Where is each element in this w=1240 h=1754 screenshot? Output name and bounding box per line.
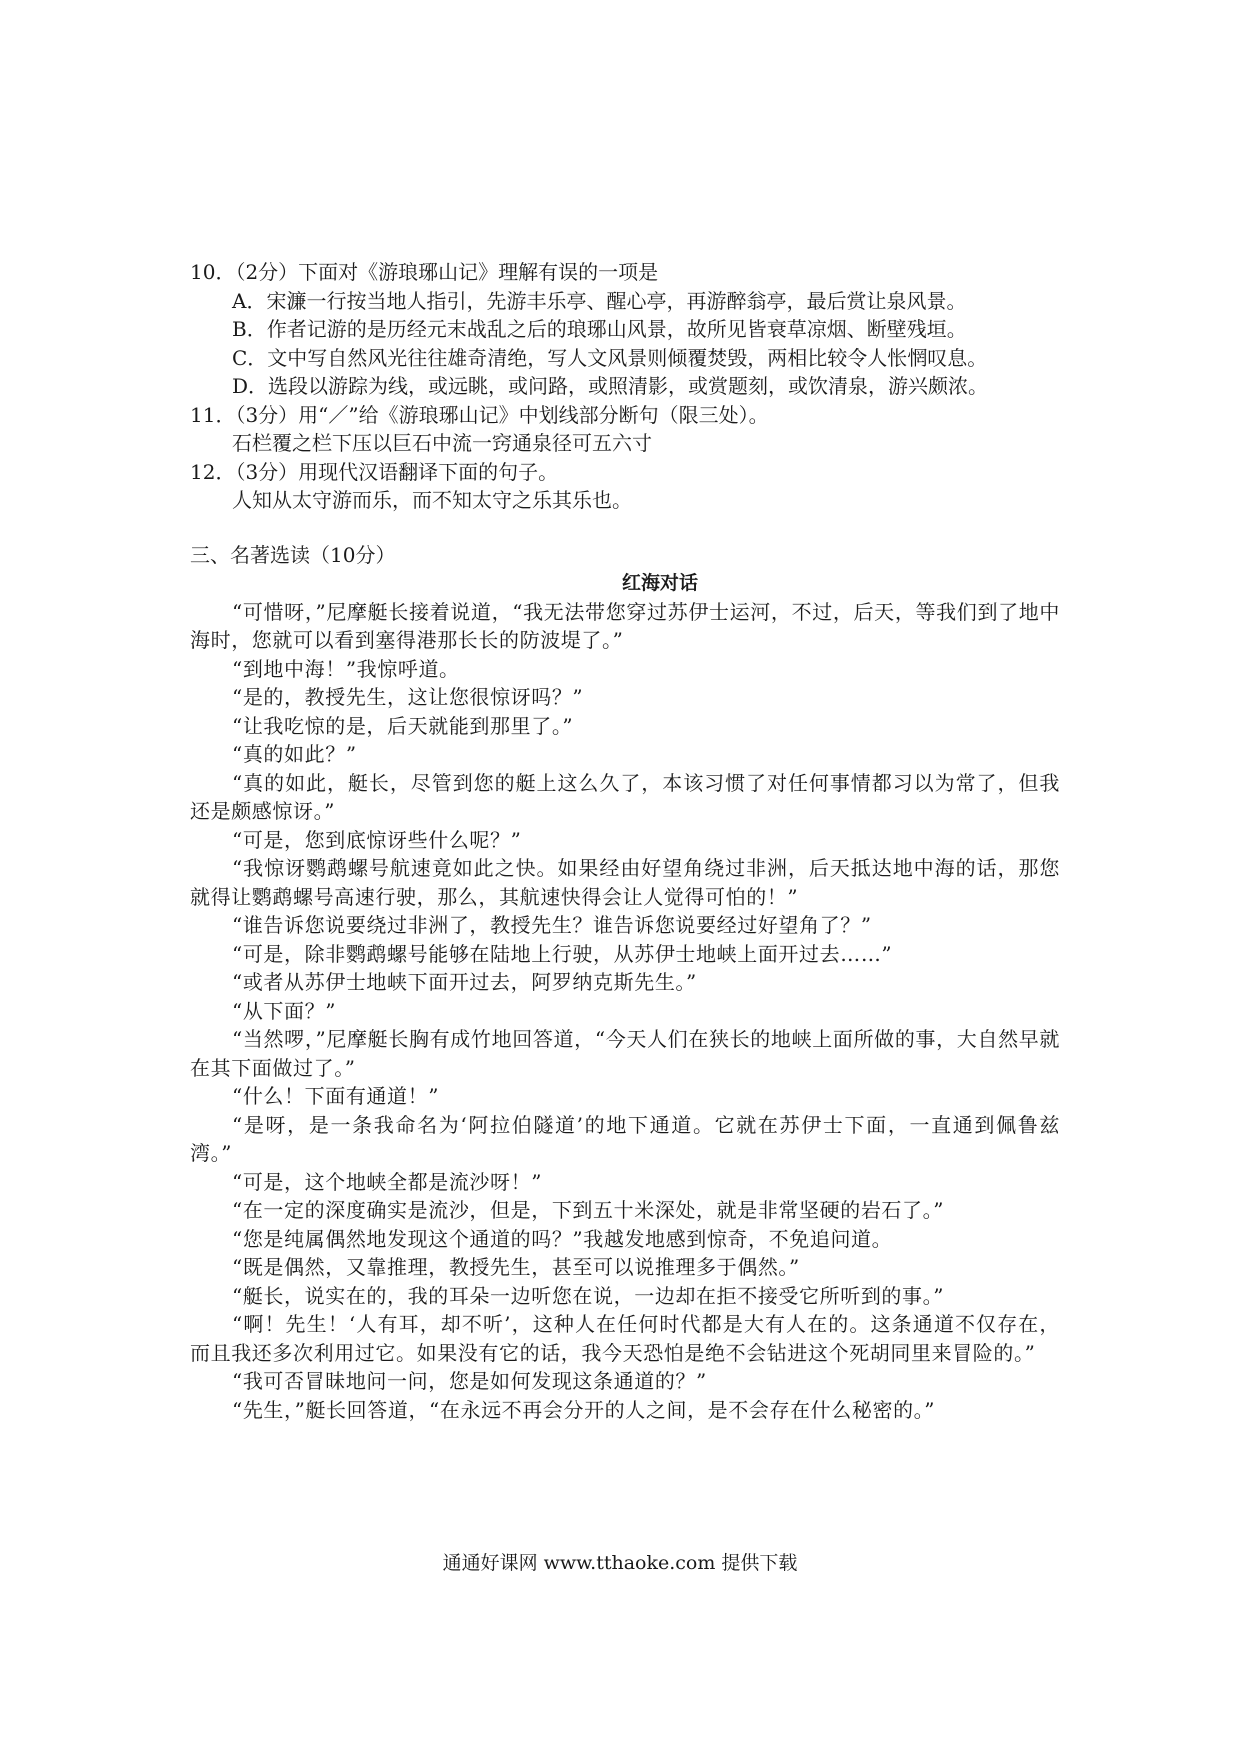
passage-body [190, 598, 1060, 1425]
question-10-option-b: B．作者记游的是历经元末战乱之后的琅琊山风景，故所见皆衰草凉烟、断壁残垣。 [232, 317, 967, 341]
passage-paragraph: “让我吃惊的是，后天就能到那里了。” [232, 713, 574, 738]
question-11-stem: 11．（3分）用“／”给《游琅琊山记》中划线部分断句（限三处）。 [190, 402, 769, 427]
passage-paragraph: “是的，教授先生，这让您很惊讶吗？” [232, 685, 584, 709]
passage-paragraph: “我惊讶鹦鹉螺号航速竟如此之快。如果经由好望角绕过非洲，后天抵达地中海的话，那您就得让鹦鹉螺号高速行驶，那么，其航速快得会让人觉得可怕的！” [190, 856, 1060, 909]
passage-paragraph: “当然啰，”尼摩艇长胸有成竹地回答道，“今天人们在狭长的地峡上面所做的事，大自然早就在其下面做过了。” [190, 1027, 1060, 1080]
passage-paragraph: “先生，”艇长回答道，“在永远不再会分开的人之间，是不会存在什么秘密的。” [232, 1397, 936, 1422]
passage-paragraph: “您是纯属偶然地发现这个通道的吗？”我越发地感到惊奇，不免追问道。 [232, 1226, 893, 1251]
passage-paragraph: “既是偶然，又靠推理，教授先生，甚至可以说推理多于偶然。” [232, 1255, 800, 1279]
question-11-text: 石栏覆之栏下压以巨石中流一窍通泉径可五六寸 [232, 431, 652, 455]
passage-title: 红海对话 [621, 572, 698, 594]
question-12-text: 人知从太守游而乐，而不知太守之乐其乐也。 [232, 488, 632, 512]
passage-paragraph: “可是，您到底惊讶些什么呢？” [232, 827, 522, 852]
passage-paragraph: “在一定的深度确实是流沙，但是，下到五十米深处，就是非常坚硬的岩石了。” [232, 1198, 945, 1222]
document-page [190, 258, 1060, 1424]
passage-paragraph: “或者从苏伊士地峡下面开过去，阿罗纳克斯先生。” [232, 970, 697, 994]
passage-paragraph: “啊！先生！‘人有耳，却不听’，这种人在任何时代都是大有人在的。这条通道不仅存在，而且我还多次利用过它。如果没有它的话，我今天恐怕是绝不会钻进这个死胡同里来冒险的。” [190, 1312, 1060, 1365]
question-10-stem: 10．（2分）下面对《游琅琊山记》理解有误的一项是 [190, 260, 659, 284]
question-12-stem: 12．（3分）用现代汉语翻译下面的句子。 [190, 459, 559, 484]
question-10-option-d: D．选段以游踪为线，或远眺，或问路，或照清影，或赏题刻，或饮清泉，游兴颇浓。 [232, 374, 989, 398]
passage-paragraph: “真的如此？” [232, 742, 357, 766]
footer-watermark-text: 通通好课网 www.tthaoke.com 提供下载 [442, 1552, 798, 1574]
passage-paragraph: “艇长，说实在的，我的耳朵一边听您在说，一边却在拒不接受它所听到的事。” [232, 1283, 945, 1308]
passage-paragraph: “可是，除非鹦鹉螺号能够在陆地上行驶，从苏伊士地峡上面开过去……” [232, 941, 893, 966]
passage-paragraph: “谁告诉您说要绕过非洲了，教授先生？谁告诉您说要经过好望角了？” [232, 913, 872, 937]
passage-paragraph: “真的如此，艇长，尽管到您的艇上这么久了，本该习惯了对任何事情都习以为常了，但我还是颇感惊讶。” [190, 770, 1060, 823]
passage-paragraph: “什么！下面有通道！” [232, 1084, 440, 1108]
passage-paragraph: “从下面？” [232, 998, 337, 1023]
question-10-option-a: A．宋濂一行按当地人指引，先游丰乐亭、醒心亭，再游醉翁亭，最后赏让泉风景。 [232, 288, 967, 313]
section-3-heading: 三、名著选读（10分） [190, 542, 396, 567]
passage-paragraph: “可是，这个地峡全都是流沙呀！” [232, 1169, 543, 1194]
question-10-option-c: C．文中写自然风光往往雄奇清绝，写人文风景则倾覆焚毁，两相比较令人怅惘叹息。 [232, 345, 988, 370]
passage-paragraph: “是呀，是一条我命名为‘阿拉伯隧道’的地下通道。它就在苏伊士下面，一直通到佩鲁兹湾。” [190, 1112, 1060, 1165]
passage-paragraph: “可惜呀，”尼摩艇长接着说道，“我无法带您穿过苏伊士运河，不过，后天，等我们到了地中海时，您就可以看到塞得港那长长的防波堤了。” [190, 599, 1060, 652]
passage-paragraph: “到地中海！”我惊呼道。 [232, 656, 460, 681]
passage-paragraph: “我可否冒昧地问一问，您是如何发现这条通道的？” [232, 1369, 707, 1393]
